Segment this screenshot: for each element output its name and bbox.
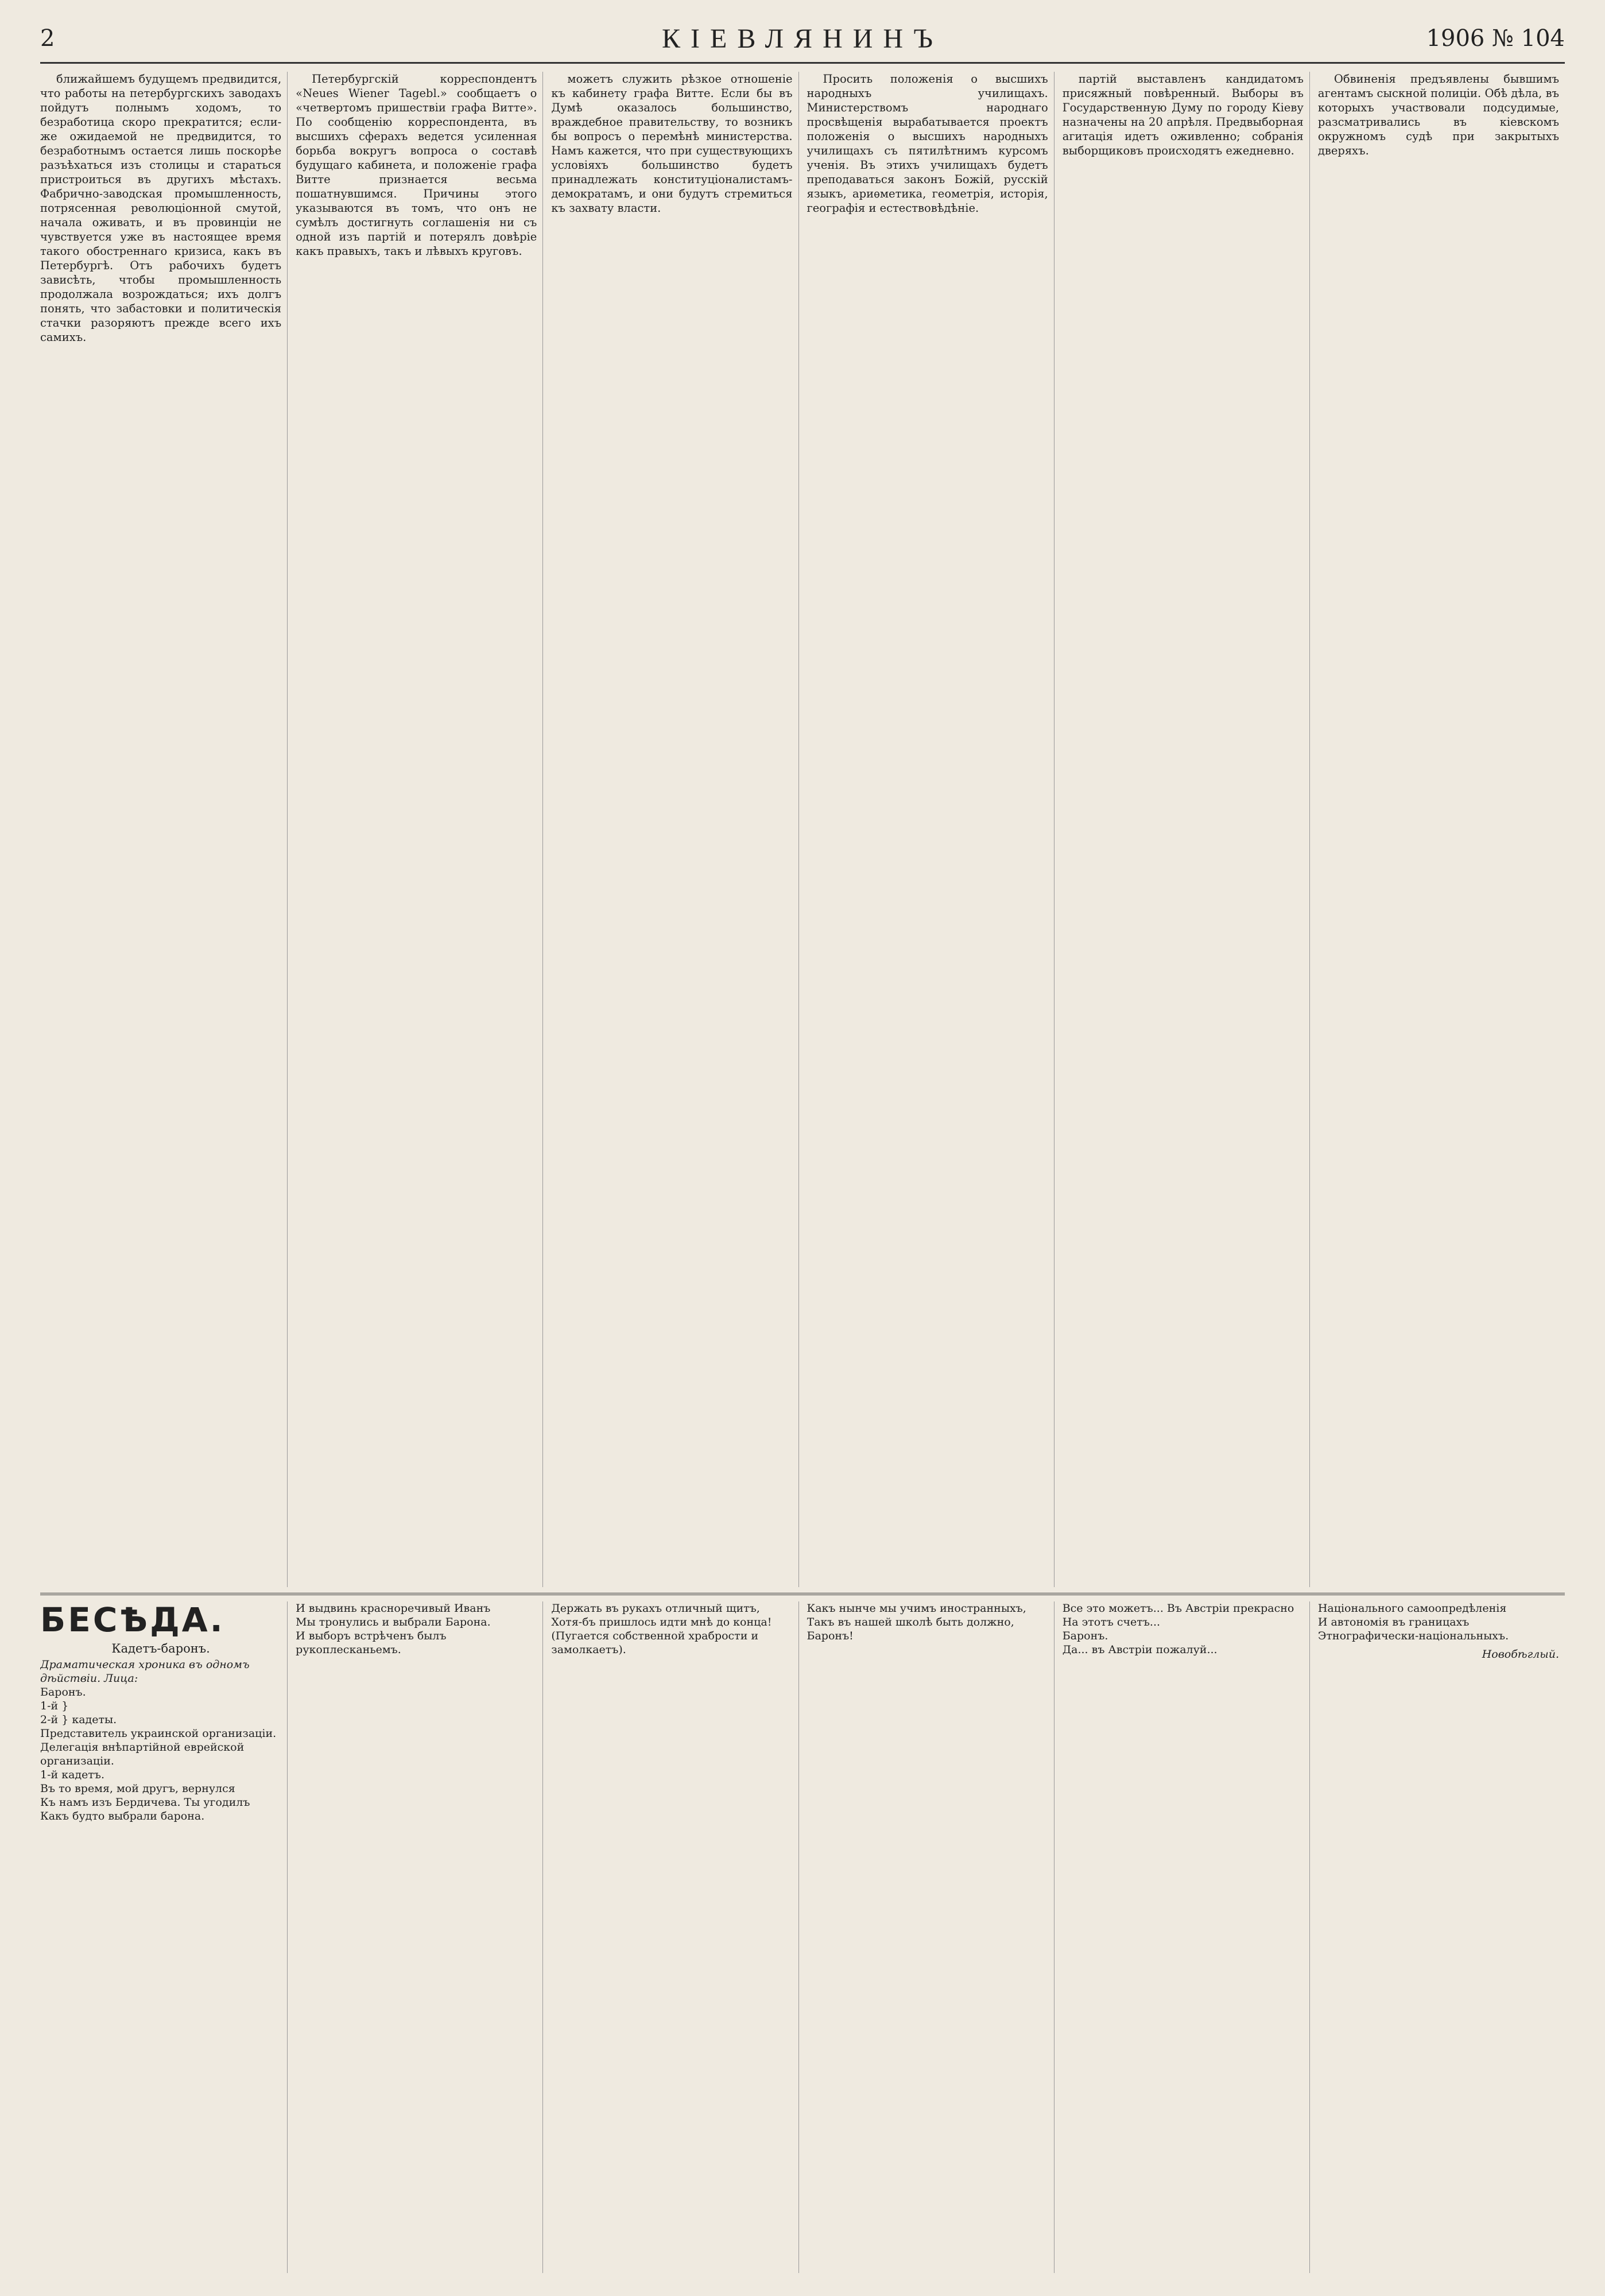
column-2 — [296, 72, 543, 1587]
column-text: Петербургскій корреспондентъ «Neues Wiener Tagebl.» сообщаетъ о «четвертомъ пришествіи графа Витте». По сообщенію корреспондента, въ высшихъ сферахъ ведется усиленная борьба вокругъ вопроса о составѣ будущаго кабинета, и положеніе графа Витте признается весьма пошатнувшимся. Причины этого указываются въ томъ, что онъ не сумѣлъ достигнуть соглашенія ни съ одной изъ партій и потерялъ довѣріе какъ правыхъ, такъ и лѣвыхъ круговъ. — [296, 72, 537, 258]
feuilleton-column-3 — [551, 1601, 798, 2273]
page-number: 2 — [40, 25, 55, 52]
article-columns — [40, 72, 1565, 1587]
column-3 — [551, 72, 798, 1587]
feuilleton-subtitle: Кадетъ-баронъ. — [111, 1642, 210, 1655]
feuilleton-rule — [40, 1593, 1565, 1595]
column-text: партій выставленъ кандидатомъ присяжный повѣренный. Выборы въ Государственную Думу по городу Кіеву назначены на 20 апрѣля. Предвыборная агитація идетъ оживленно; собранія выборщиковъ происходятъ ежедневно. — [1062, 72, 1304, 157]
feuilleton-column-2 — [296, 1601, 543, 2273]
newspaper-title: КІЕВЛЯНИНЪ — [662, 24, 943, 54]
feuilleton-column-6 — [1318, 1601, 1565, 2273]
column-text: ближайшемъ будущемъ предвидится, что работы на петербургскихъ заводахъ пойдутъ полнымъ ходомъ, то безработица скоро прекратится; если-же ожидаемой не предвидится, то безработнымъ остается лишь поскорѣе разъѣхаться изъ столицы и стараться пристроиться въ другихъ мѣстахъ. Фабрично-заводская промышленность, потрясенная революціонной смутой, начала оживать, и въ провинціи не чувствуется уже въ настоящее время такого обостреннаго кризиса, какъ въ Петербургѣ. Отъ рабочихъ будетъ зависѣть, чтобы промышленность продолжала возрождаться; ихъ долгъ понять, что забастовки и политическія стачки разоряютъ прежде всего ихъ самихъ. — [40, 72, 282, 344]
feuilleton-stanza: И выдвинь красноречивый Иванъ Мы тронулись и выбрали Барона. И выборъ встрѣченъ былъ рукоплесканьемъ. — [296, 1602, 491, 1656]
column-5 — [1063, 72, 1310, 1587]
feuilleton-column-5 — [1063, 1601, 1310, 2273]
column-text: Обвиненія предъявлены бывшимъ агентамъ сыскной полиціи. Обѣ дѣла, въ которыхъ участвовали подсудимые, разсматривались въ кіевскомъ окружномъ судѣ при закрытыхъ дверяхъ. — [1317, 72, 1560, 157]
feuilleton-column-1 — [40, 1601, 288, 2273]
feuilleton-stanza: Какъ нынче мы учимъ иностранныхъ, Такъ въ нашей школѣ быть должно, Баронъ! — [807, 1602, 1026, 1642]
feuilleton-title: БЕСѢДА. — [40, 1601, 225, 1639]
feuilleton-stanza: Національного самоопредѣленія И автономія въ границахъ Этнографически-національныхъ. — [1317, 1602, 1509, 1642]
feuilleton-stanza: 1-й кадетъ. Въ то время, мой другъ, вернулся Къ намъ изъ Бердичева. Ты угодилъ Какъ будто выбрали барона. — [40, 1768, 250, 1822]
feuilleton-genre: Драматическая хроника въ одномъ дѣйствіи. Лица: — [40, 1658, 253, 1685]
feuilleton — [40, 1601, 1565, 2273]
masthead-rule — [40, 62, 1565, 64]
feuilleton-column-4 — [807, 1601, 1055, 2273]
column-text: можетъ служить рѣзкое отношеніе къ кабинету графа Витте. Если бы въ Думѣ оказалось большинство, враждебное правительству, то возникъ бы вопросъ о перемѣнѣ министерства. Намъ кажется, что при существующихъ условіяхъ большинство будетъ принадлежать конституціоналистамъ-демократамъ, и они будутъ стремиться къ захвату власти. — [551, 72, 793, 215]
feuilleton-stanza: Держать въ рукахъ отличный щитъ, Хотя-бъ пришлось идти мнѣ до конца! (Пугается собственной храбрости и замолкаетъ). — [551, 1602, 772, 1656]
feuilleton-persons: Баронъ. 1-й } 2-й } кадеты. Представитель украинской организаціи. Делегація внѣпартійной еврейской организаціи. — [40, 1686, 277, 1767]
masthead — [40, 23, 1565, 63]
column-text: Просить положенія о высшихъ народныхъ училищахъ. Министерствомъ народнаго просвѣщенія вырабатывается проектъ положенія о высшихъ народныхъ училищахъ съ пятилѣтнимъ курсомъ ученія. Въ этихъ училищахъ будетъ преподаваться законъ Божій, русскій языкъ, ариѳметика, геометрія, исторія, географія и естествовѣдѣніе. — [807, 72, 1048, 215]
issue-number: 1906 № 104 — [1426, 25, 1565, 52]
column-6 — [1318, 72, 1565, 1587]
feuilleton-signature: Новобѣглый. — [1482, 1648, 1560, 1661]
column-4 — [807, 72, 1055, 1587]
feuilleton-stanza: Все это можетъ... Въ Австріи прекрасно На этотъ счетъ... Баронъ. Да... въ Австріи пожалуй... — [1062, 1602, 1294, 1656]
column-1 — [40, 72, 288, 1587]
